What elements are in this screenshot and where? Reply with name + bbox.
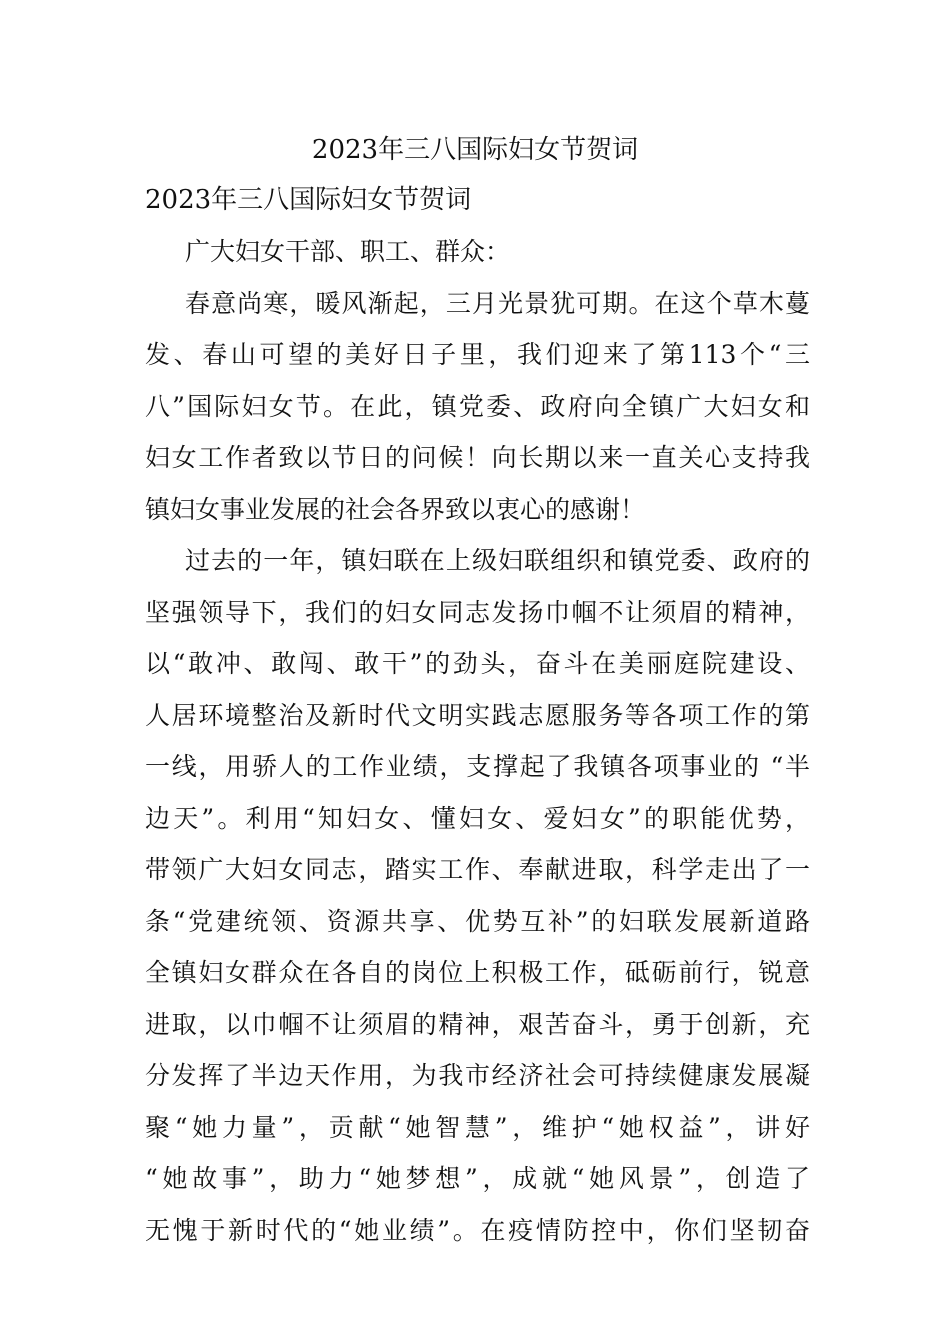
- paragraph-line: “她故事”，助力“她梦想”，成就“她风景”，创造了: [145, 1164, 810, 1193]
- paragraph-line: 妇女工作者致以节日的问候！向长期以来一直关心支持我: [145, 443, 810, 472]
- paragraph-line: 春意尚寒，暖风渐起，三月光景犹可期。在这个草木蔓: [185, 288, 810, 318]
- document-body: [145, 226, 810, 1256]
- paragraph-line: 进取，以巾帼不让须眉的精神，艰苦奋斗，勇于创新，充: [145, 1009, 810, 1039]
- paragraph-line: 边天”。利用“知妇女、懂妇女、爱妇女”的职能优势，: [145, 803, 810, 833]
- paragraph-line: 一线，用骄人的工作业绩，支撑起了我镇各项事业的 “半: [145, 752, 810, 781]
- paragraph-line: 带领广大妇女同志，踏实工作、奉献进取，科学走出了一: [145, 855, 810, 884]
- paragraph-line: 分发挥了半边天作用，为我市经济社会可持续健康发展凝: [145, 1061, 810, 1090]
- paragraph-line: 发、春山可望的美好日子里，我们迎来了第113个“三: [145, 340, 810, 369]
- paragraph-line: 人居环境整治及新时代文明实践志愿服务等各项工作的第: [145, 700, 810, 730]
- document-title: 2023年三八国际妇女节贺词: [311, 135, 639, 165]
- paragraph-line: 全镇妇女群众在各自的岗位上积极工作，砥砺前行，锐意: [145, 958, 810, 987]
- paragraph-line: 条“党建统领、资源共享、优势互补”的妇联发展新道路: [145, 906, 810, 936]
- document-subtitle: 2023年三八国际妇女节贺词: [145, 185, 472, 215]
- paragraph-line: 无愧于新时代的“她业绩”。在疫情防控中，你们坚韧奋: [145, 1215, 810, 1245]
- paragraph-line: 镇妇女事业发展的社会各界致以衷心的感谢！: [145, 494, 646, 524]
- paragraph-line: 坚强领导下，我们的妇女同志发扬巾帼不让须眉的精神，: [145, 597, 810, 627]
- salutation: 广大妇女干部、职工、群众：: [185, 237, 511, 266]
- paragraph-line: 八”国际妇女节。在此，镇党委、政府向全镇广大妇女和: [145, 391, 810, 421]
- paragraph-line: 过去的一年，镇妇联在上级妇联组织和镇党委、政府的: [185, 546, 810, 575]
- paragraph-line: 聚“她力量”，贡献“她智慧”，维护“她权益”，讲好: [145, 1112, 810, 1142]
- paragraph-line: 以“敢冲、敢闯、敢干”的劲头，奋斗在美丽庭院建设、: [145, 649, 810, 678]
